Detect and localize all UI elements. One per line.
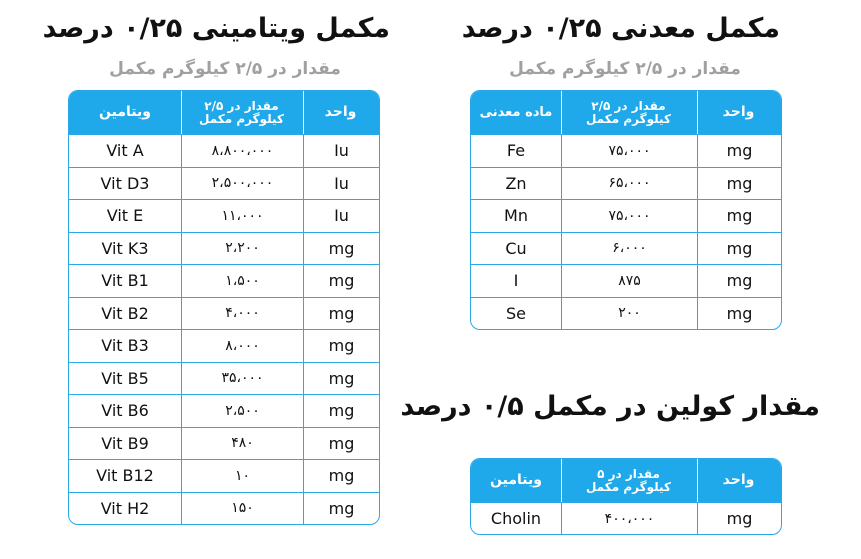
mineral-panel bbox=[461, 0, 780, 340]
unit-cell: mg bbox=[303, 394, 379, 427]
unit-cell: mg bbox=[303, 492, 379, 525]
choline-header-amount-line2: کیلوگرم مکمل bbox=[586, 479, 671, 494]
amount-cell: ۸،۰۰۰ bbox=[181, 329, 303, 362]
name-cell: Cholin bbox=[471, 502, 561, 534]
table-row bbox=[69, 264, 379, 297]
choline-header-amount-line1: مقدار در ۵ bbox=[597, 466, 660, 481]
unit-cell: mg bbox=[697, 167, 781, 200]
table-row bbox=[471, 232, 781, 265]
table-row bbox=[69, 297, 379, 330]
amount-cell: ۷۵،۰۰۰ bbox=[561, 134, 697, 167]
name-cell: Vit B2 bbox=[69, 297, 181, 330]
unit-cell: mg bbox=[303, 297, 379, 330]
amount-cell: ۲،۵۰۰ bbox=[181, 394, 303, 427]
unit-cell: mg bbox=[303, 329, 379, 362]
vitamin-header-row bbox=[69, 91, 379, 134]
name-cell: Vit B12 bbox=[69, 459, 181, 492]
mineral-header-amount bbox=[561, 91, 697, 134]
table-row bbox=[69, 167, 379, 200]
unit-cell: mg bbox=[303, 264, 379, 297]
table-row bbox=[471, 199, 781, 232]
table-row bbox=[471, 167, 781, 200]
name-cell: Vit H2 bbox=[69, 492, 181, 525]
amount-cell: ۲،۵۰۰،۰۰۰ bbox=[181, 167, 303, 200]
choline-header-row bbox=[471, 459, 781, 502]
amount-cell: ۴۸۰ bbox=[181, 427, 303, 460]
name-cell: Vit B6 bbox=[69, 394, 181, 427]
amount-cell: ۱،۵۰۰ bbox=[181, 264, 303, 297]
unit-cell: mg bbox=[697, 264, 781, 297]
vitamin-header-amount bbox=[181, 91, 303, 134]
name-cell: Vit D3 bbox=[69, 167, 181, 200]
name-cell: I bbox=[471, 264, 561, 297]
unit-cell: mg bbox=[697, 502, 781, 534]
unit-cell: mg bbox=[697, 297, 781, 330]
mineral-table-body bbox=[471, 134, 781, 329]
vitamin-panel bbox=[42, 0, 390, 559]
amount-cell: ۶۵،۰۰۰ bbox=[561, 167, 697, 200]
unit-cell: Iu bbox=[303, 167, 379, 200]
amount-cell: ۱۱،۰۰۰ bbox=[181, 199, 303, 232]
name-cell: Vit B3 bbox=[69, 329, 181, 362]
vitamin-table bbox=[68, 90, 380, 525]
amount-cell: ۲،۲۰۰ bbox=[181, 232, 303, 265]
amount-cell: ۷۵،۰۰۰ bbox=[561, 199, 697, 232]
unit-cell: Iu bbox=[303, 134, 379, 167]
mineral-header-amount-line1: مقدار در ۲/۵ bbox=[591, 98, 666, 113]
name-cell: Vit K3 bbox=[69, 232, 181, 265]
name-cell: Vit B9 bbox=[69, 427, 181, 460]
name-cell: Mn bbox=[471, 199, 561, 232]
table-row bbox=[471, 134, 781, 167]
mineral-header-row bbox=[471, 91, 781, 134]
mineral-table bbox=[470, 90, 782, 330]
choline-panel bbox=[400, 380, 820, 540]
table-row bbox=[69, 329, 379, 362]
amount-cell: ۴۰۰،۰۰۰ bbox=[561, 502, 697, 534]
table-row bbox=[471, 264, 781, 297]
choline-header-unit: واحد bbox=[697, 459, 781, 502]
name-cell: Vit A bbox=[69, 134, 181, 167]
mineral-title: مکمل معدنی ۰/۲۵ درصد bbox=[461, 13, 780, 44]
unit-cell: mg bbox=[303, 459, 379, 492]
unit-cell: mg bbox=[697, 232, 781, 265]
mineral-header-name: ماده معدنی bbox=[471, 91, 561, 134]
vitamin-header-amount-line2: کیلوگرم مکمل bbox=[199, 111, 284, 126]
vitamin-title: مکمل ویتامینی ۰/۲۵ درصد bbox=[42, 13, 390, 44]
vitamin-header-unit: واحد bbox=[303, 91, 379, 134]
table-row bbox=[69, 199, 379, 232]
table-row bbox=[69, 232, 379, 265]
amount-cell: ۱۵۰ bbox=[181, 492, 303, 525]
choline-header-amount bbox=[561, 459, 697, 502]
amount-cell: ۴،۰۰۰ bbox=[181, 297, 303, 330]
mineral-header-amount-line2: کیلوگرم مکمل bbox=[586, 111, 671, 126]
table-row bbox=[471, 297, 781, 330]
mineral-header-unit: واحد bbox=[697, 91, 781, 134]
vitamin-header-amount-line1: مقدار در ۲/۵ bbox=[204, 98, 279, 113]
vitamin-header-name: ویتامین bbox=[69, 91, 181, 134]
table-row bbox=[69, 362, 379, 395]
unit-cell: mg bbox=[303, 362, 379, 395]
choline-table-body bbox=[471, 502, 781, 534]
table-row bbox=[69, 459, 379, 492]
vitamin-table-body bbox=[69, 134, 379, 524]
name-cell: Zn bbox=[471, 167, 561, 200]
unit-cell: mg bbox=[697, 199, 781, 232]
unit-cell: Iu bbox=[303, 199, 379, 232]
name-cell: Vit E bbox=[69, 199, 181, 232]
table-row bbox=[69, 427, 379, 460]
name-cell: Vit B1 bbox=[69, 264, 181, 297]
amount-cell: ۶،۰۰۰ bbox=[561, 232, 697, 265]
name-cell: Se bbox=[471, 297, 561, 330]
amount-cell: ۱۰ bbox=[181, 459, 303, 492]
unit-cell: mg bbox=[697, 134, 781, 167]
amount-cell: ۲۰۰ bbox=[561, 297, 697, 330]
table-row bbox=[471, 502, 781, 534]
table-row bbox=[69, 134, 379, 167]
name-cell: Vit B5 bbox=[69, 362, 181, 395]
name-cell: Cu bbox=[471, 232, 561, 265]
unit-cell: mg bbox=[303, 232, 379, 265]
amount-cell: ۳۵،۰۰۰ bbox=[181, 362, 303, 395]
vitamin-subtitle: مقدار در ۲/۵ کیلوگرم مکمل bbox=[109, 59, 341, 79]
name-cell: Fe bbox=[471, 134, 561, 167]
unit-cell: mg bbox=[303, 427, 379, 460]
table-row bbox=[69, 492, 379, 525]
choline-table bbox=[470, 458, 782, 535]
table-row bbox=[69, 394, 379, 427]
choline-header-name: ویتامین bbox=[471, 459, 561, 502]
mineral-subtitle: مقدار در ۲/۵ کیلوگرم مکمل bbox=[509, 59, 741, 79]
amount-cell: ۸،۸۰۰،۰۰۰ bbox=[181, 134, 303, 167]
choline-title: مقدار کولین در مکمل ۰/۵ درصد bbox=[400, 391, 820, 422]
amount-cell: ۸۷۵ bbox=[561, 264, 697, 297]
